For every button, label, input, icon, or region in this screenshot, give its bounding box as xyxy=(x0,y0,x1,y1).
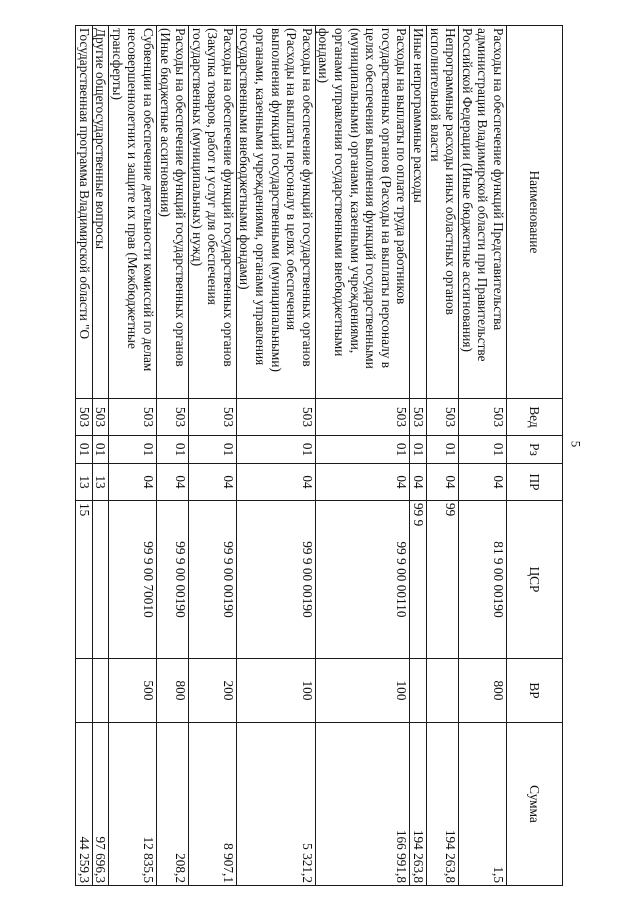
row-ved: 503 xyxy=(427,399,459,436)
row-rz: 01 xyxy=(427,436,459,464)
row-pr: 04 xyxy=(459,464,507,501)
row-ved: 503 xyxy=(236,399,315,436)
budget-table xyxy=(75,25,563,886)
row-vr: 100 xyxy=(236,659,315,723)
header-pr: ПР xyxy=(507,464,563,501)
row-ved: 503 xyxy=(92,399,109,436)
row-name: Расходы на обеспечение функций Представительства администрации Владимирской области при Правительстве Российской Федерации (Иные бюджетные ассигнования) xyxy=(459,26,507,399)
row-name: Непрограммные расходы иных областных органов исполнительной власти xyxy=(427,26,459,399)
header-rz: Рз xyxy=(507,436,563,464)
row-csr: 99 9 00 70010 xyxy=(109,501,157,659)
row-rz: 01 xyxy=(459,436,507,464)
row-ved: 503 xyxy=(189,399,237,436)
row-csr: 99 9 00 00190 xyxy=(156,501,188,659)
row-rz: 01 xyxy=(75,436,92,464)
header-vr: ВР xyxy=(507,659,563,723)
table-row xyxy=(156,26,188,886)
row-rz: 01 xyxy=(156,436,188,464)
row-vr: 500 xyxy=(109,659,157,723)
table-row xyxy=(109,26,157,886)
row-vr: 200 xyxy=(189,659,237,723)
row-csr: 15 xyxy=(75,501,92,659)
table-row xyxy=(410,26,427,886)
row-csr: 81 9 00 00190 xyxy=(459,501,507,659)
row-sum: 97 696,3 xyxy=(92,723,109,886)
row-pr: 04 xyxy=(109,464,157,501)
row-rz: 01 xyxy=(189,436,237,464)
row-vr xyxy=(75,659,92,723)
row-ved: 503 xyxy=(315,399,410,436)
row-csr: 99 xyxy=(427,501,459,659)
row-name: Расходы на обеспечение функций государственных органов (Закупка товаров, работ и услуг для обеспечения государственных (муниципальных) нужд) xyxy=(189,26,237,399)
row-sum: 208,2 xyxy=(156,723,188,886)
row-ved: 503 xyxy=(109,399,157,436)
rotated-page-content xyxy=(33,25,563,885)
row-vr xyxy=(92,659,109,723)
table-row xyxy=(236,26,315,886)
row-vr: 800 xyxy=(156,659,188,723)
row-vr xyxy=(410,659,427,723)
row-name: Государственная программа Владимирской области "О xyxy=(75,26,92,399)
row-name: Субвенции на обеспечение деятельности комиссий по делам несовершеннолетних и защите их прав (Межбюджетные трансферты) xyxy=(109,26,157,399)
row-rz: 01 xyxy=(109,436,157,464)
row-rz: 01 xyxy=(410,436,427,464)
header-sum: Сумма xyxy=(507,723,563,886)
row-csr: 99 9 00 00190 xyxy=(189,501,237,659)
header-csr: ЦСР xyxy=(507,501,563,659)
header-ved: Вед xyxy=(507,399,563,436)
row-pr: 13 xyxy=(92,464,109,501)
row-sum: 5 321,2 xyxy=(236,723,315,886)
table-row xyxy=(92,26,109,886)
row-ved: 503 xyxy=(75,399,92,436)
row-pr: 04 xyxy=(427,464,459,501)
row-name: Расходы на обеспечение функций государственных органов (Иные бюджетные ассигнования) xyxy=(156,26,188,399)
row-csr xyxy=(92,501,109,659)
row-sum: 1,5 xyxy=(459,723,507,886)
row-rz: 01 xyxy=(92,436,109,464)
row-sum: 44 259,3 xyxy=(75,723,92,886)
row-pr: 04 xyxy=(236,464,315,501)
row-vr: 800 xyxy=(459,659,507,723)
row-pr: 04 xyxy=(410,464,427,501)
table-row xyxy=(315,26,410,886)
row-name: Другие общегосударственные вопросы xyxy=(92,26,109,399)
row-ved: 503 xyxy=(156,399,188,436)
row-sum: 8 907,1 xyxy=(189,723,237,886)
header-name: Наименование xyxy=(507,26,563,399)
row-csr: 99 9 xyxy=(410,501,427,659)
page-number: 5 xyxy=(568,440,584,448)
row-ved: 503 xyxy=(410,399,427,436)
row-sum: 12 835,5 xyxy=(109,723,157,886)
row-rz: 01 xyxy=(236,436,315,464)
row-vr xyxy=(427,659,459,723)
table-row xyxy=(427,26,459,886)
row-name: Расходы на обеспечение функций государственных органов (Расходы на выплаты персоналу в целях обеспечения выполнения функций государственными (муниципальными) органами, казенными учреждениями, органами управления государственными внебюджетными фондами) xyxy=(236,26,315,399)
row-sum: 194 263,8 xyxy=(427,723,459,886)
row-ved: 503 xyxy=(459,399,507,436)
row-sum: 194 263,8 xyxy=(410,723,427,886)
row-rz: 01 xyxy=(315,436,410,464)
row-pr: 04 xyxy=(315,464,410,501)
row-pr: 13 xyxy=(75,464,92,501)
table-row xyxy=(189,26,237,886)
row-pr: 04 xyxy=(156,464,188,501)
row-name: Иные непрограммные расходы xyxy=(410,26,427,399)
row-pr: 04 xyxy=(189,464,237,501)
row-csr: 99 9 00 00110 xyxy=(315,501,410,659)
table-row xyxy=(459,26,507,886)
table-row xyxy=(75,26,92,886)
table-header-row xyxy=(507,26,563,886)
row-csr: 99 9 00 00190 xyxy=(236,501,315,659)
row-name: Расходы на выплаты по оплате труда работников государственных органов (Расходы на выплаты персоналу в целях обеспечения выполнения функций государственными (муниципальными) органами, казенными учреждениями, органами управления государственными внебюджетными фондами) xyxy=(315,26,410,399)
row-vr: 100 xyxy=(315,659,410,723)
row-sum: 166 991,8 xyxy=(315,723,410,886)
